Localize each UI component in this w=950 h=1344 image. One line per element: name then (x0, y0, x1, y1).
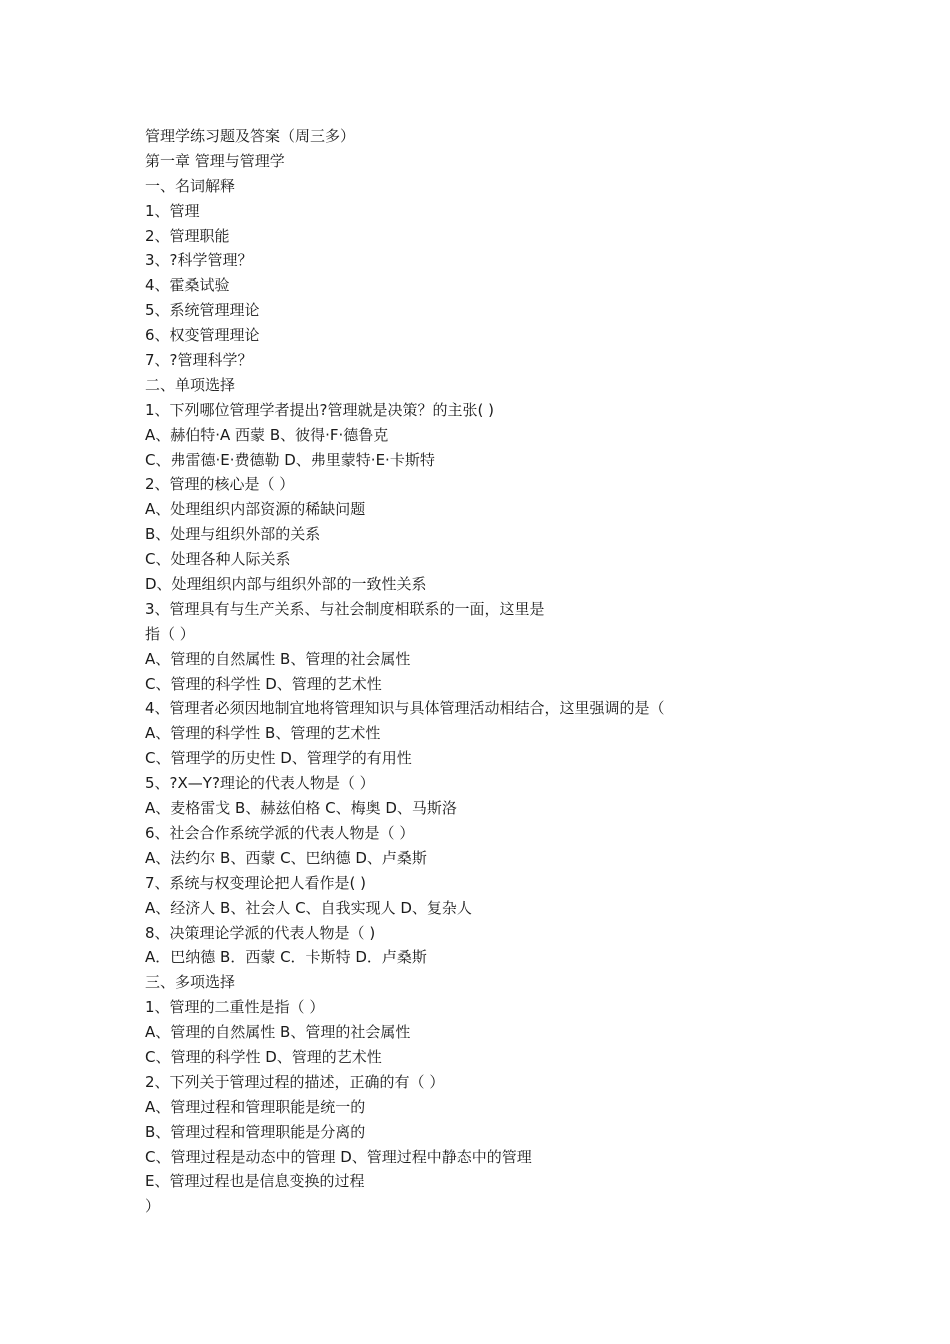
text-line: 2、管理的核心是（ ） (145, 475, 295, 494)
text-line: 6、权变管理理论 (145, 326, 260, 345)
text-line: 5、系统管理理论 (145, 301, 260, 320)
text-line: C、处理各种人际关系 (145, 550, 291, 569)
text-line: A、经济人 B、社会人 C、自我实现人 D、复杂人 (145, 898, 472, 917)
text-line: E、管理过程也是信息变换的过程 (145, 1172, 365, 1191)
text-line: A、法约尔 B、西蒙 C、巴纳德 D、卢桑斯 (145, 848, 427, 867)
text-line: 2、下列关于管理过程的描述，正确的有（ ） (145, 1072, 445, 1091)
text-line: 1、管理 (145, 201, 200, 220)
text-line: ） (145, 1197, 161, 1216)
text-line: A、赫伯特·A 西蒙 B、彼得·F·德鲁克 (145, 425, 389, 444)
text-line: 7、?管理科学？ (145, 351, 253, 370)
text-line: C、管理的科学性 D、管理的艺术性 (145, 1047, 382, 1066)
text-line: 二、单项选择 (145, 375, 236, 394)
document-body (145, 124, 935, 1219)
text-line: C、管理的科学性 D、管理的艺术性 (145, 674, 382, 693)
text-line: 第一章 管理与管理学 (145, 151, 285, 170)
text-line: 一、名词解释 (145, 176, 236, 195)
text-line: B、管理过程和管理职能是分离的 (145, 1122, 366, 1141)
text-line: 4、霍桑试验 (145, 276, 230, 295)
text-line: 4、管理者必须因地制宜地将管理知识与具体管理活动相结合，这里强调的是（ (145, 699, 665, 718)
text-line: A、管理的自然属性 B、管理的社会属性 (145, 1023, 411, 1042)
text-line: D、处理组织内部与组织外部的一致性关系 (145, 575, 427, 594)
text-line: 3、管理具有与生产关系、与社会制度相联系的一面，这里是 (145, 599, 545, 618)
text-line: 三、多项选择 (145, 973, 236, 992)
text-line: 1、下列哪位管理学者提出?管理就是决策？的主张( ) (145, 400, 494, 419)
text-line: C、管理过程是动态中的管理 D、管理过程中静态中的管理 (145, 1147, 532, 1166)
text-line: B、处理与组织外部的关系 (145, 525, 321, 544)
text-line: 6、社会合作系统学派的代表人物是（ ） (145, 823, 415, 842)
text-line: 3、?科学管理？ (145, 251, 253, 270)
text-line: A、管理过程和管理职能是统一的 (145, 1097, 366, 1116)
text-line: A、管理的科学性 B、管理的艺术性 (145, 724, 381, 743)
text-line: A．巴纳德 B．西蒙 C．卡斯特 D．卢桑斯 (145, 948, 427, 967)
text-line: 2、管理职能 (145, 226, 230, 245)
text-line: 管理学练习题及答案（周三多） (145, 127, 356, 145)
text-line: 5、?X—Y?理论的代表人物是（ ） (145, 774, 375, 793)
text-line: C、管理学的历史性 D、管理学的有用性 (145, 749, 412, 768)
text-line: 8、决策理论学派的代表人物是（ ) (145, 923, 376, 942)
text-line: A、处理组织内部资源的稀缺问题 (145, 500, 366, 519)
text-line: 1、管理的二重性是指（ ） (145, 998, 325, 1017)
text-line: A、管理的自然属性 B、管理的社会属性 (145, 649, 411, 668)
text-line: C、弗雷德·E·费德勒 D、弗里蒙特·E·卡斯特 (145, 450, 435, 469)
text-line: 7、系统与权变理论把人看作是( ) (145, 873, 367, 892)
text-line: 指（ ） (145, 624, 195, 643)
text-line: A、麦格雷戈 B、赫兹伯格 C、梅奥 D、马斯洛 (145, 799, 457, 818)
